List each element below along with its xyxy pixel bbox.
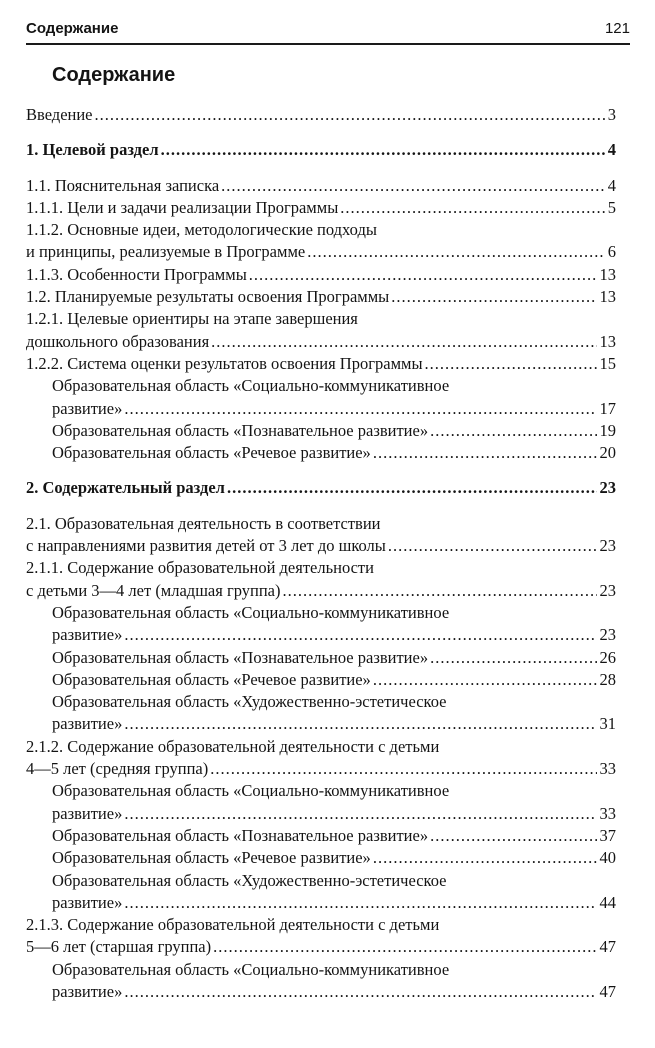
dot-leader — [373, 442, 597, 464]
toc-subentry — [26, 959, 616, 1004]
toc-entry-text: Образовательная область «Познавательное развитие» — [52, 420, 429, 440]
toc-subentry — [26, 442, 616, 464]
toc-entry-text: Образовательная область «Социально-коммуникативное — [52, 781, 450, 801]
toc-entry-page: 26 — [599, 647, 616, 667]
toc-entry-page: 4 — [607, 175, 616, 195]
dot-leader — [211, 331, 596, 353]
toc-entry-text: развитие» — [52, 398, 123, 418]
toc-entry-page: 13 — [599, 264, 616, 284]
dot-leader — [213, 936, 596, 958]
dot-leader — [210, 758, 596, 780]
toc-entry-text: развитие» — [52, 981, 123, 1001]
toc-entry-page: 23 — [599, 625, 616, 645]
dot-leader — [373, 669, 597, 691]
dot-leader — [307, 241, 605, 263]
dot-leader — [282, 580, 596, 602]
dot-leader — [124, 803, 596, 825]
toc-entry-page: 47 — [599, 981, 616, 1001]
toc-entry-page: 15 — [599, 353, 616, 373]
toc-entry-page: 19 — [599, 420, 616, 440]
toc-entry-page: 47 — [599, 937, 616, 957]
toc-section-heading — [26, 477, 616, 499]
toc-subentry — [26, 420, 616, 442]
toc-entry-text: Образовательная область «Художественно-эстетическое — [52, 692, 447, 712]
dot-leader — [227, 477, 597, 499]
toc-entry-page: 4 — [607, 140, 616, 160]
toc-entry-text: Образовательная область «Речевое развитие» — [52, 848, 371, 868]
dot-leader — [391, 286, 596, 308]
toc-entry-text: 2. Содержательный раздел — [26, 478, 225, 498]
dot-leader — [249, 264, 597, 286]
toc-subentry — [26, 647, 616, 669]
dot-leader — [373, 847, 597, 869]
table-of-contents — [26, 104, 616, 1003]
dot-leader — [430, 647, 596, 669]
running-header-title: Содержание — [26, 20, 119, 37]
toc-entry-text: Образовательная область «Познавательное развитие» — [52, 825, 429, 845]
running-header — [26, 20, 630, 42]
toc-entry-text: 1.2.1. Целевые ориентиры на этапе завершения — [26, 309, 358, 329]
toc-entry — [26, 219, 616, 264]
toc-entry-text: Образовательная область «Социально-коммуникативное — [52, 376, 450, 396]
toc-entry-page: 3 — [607, 105, 616, 124]
toc-entry-page: 33 — [599, 803, 616, 823]
toc-entry-text: 1.1.1. Цели и задачи реализации Программы — [26, 197, 339, 217]
toc-entry-text: 4—5 лет (средняя группа) — [26, 759, 209, 779]
toc-entry-page: 33 — [599, 759, 616, 779]
toc-entry-text: 2.1.3. Содержание образовательной деятельности с детьми — [26, 915, 440, 935]
dot-leader — [124, 398, 596, 420]
toc-entry-text: Образовательная область «Художественно-эстетическое — [52, 870, 447, 890]
toc-entry — [26, 308, 616, 353]
toc-entry-text: развитие» — [52, 625, 123, 645]
toc-entry-text: 1.2. Планируемые результаты освоения Программы — [26, 287, 390, 307]
toc-entry — [26, 264, 616, 286]
toc-section-heading — [26, 139, 616, 161]
dot-leader — [124, 981, 596, 1003]
toc-entry — [26, 557, 616, 602]
toc-subentry — [26, 780, 616, 825]
toc-entry-text: 1.1. Пояснительная записка — [26, 175, 220, 195]
toc-entry — [26, 736, 616, 781]
toc-entry-page: 23 — [599, 580, 616, 600]
toc-entry — [26, 914, 616, 959]
toc-entry-page: 44 — [599, 892, 616, 912]
toc-entry-text: с направлениями развития детей от 3 лет до школы — [26, 536, 386, 556]
dot-leader — [161, 139, 605, 161]
toc-entry-text: Образовательная область «Познавательное развитие» — [52, 647, 429, 667]
toc-entry-page: 40 — [599, 848, 616, 868]
toc-entry-page: 5 — [607, 197, 616, 217]
toc-entry-text: с детьми 3—4 лет (младшая группа) — [26, 580, 281, 600]
toc-subentry — [26, 602, 616, 647]
toc-entry — [26, 286, 616, 308]
toc-entry-page: 6 — [607, 242, 616, 262]
toc-entry-text: 1.2.2. Система оценки результатов освоения Программы — [26, 353, 423, 373]
dot-leader — [388, 535, 597, 557]
toc-entry-text: 5—6 лет (старшая группа) — [26, 937, 212, 957]
toc-entry — [26, 175, 616, 197]
toc-entry-page: 31 — [599, 714, 616, 734]
toc-entry-page: 17 — [599, 398, 616, 418]
toc-entry-page: 13 — [599, 287, 616, 307]
dot-leader — [430, 825, 596, 847]
dot-leader — [340, 197, 604, 219]
dot-leader — [124, 624, 596, 646]
toc-entry-page: 23 — [599, 478, 616, 498]
toc-entry-text: Образовательная область «Речевое развитие» — [52, 669, 371, 689]
toc-title: Содержание — [52, 64, 176, 86]
toc-entry-text: Образовательная область «Социально-коммуникативное — [52, 959, 450, 979]
dot-leader — [124, 713, 596, 735]
toc-entry-text: 1.1.3. Особенности Программы — [26, 264, 247, 284]
toc-entry — [26, 197, 616, 219]
dot-leader — [425, 353, 597, 375]
toc-entry-text: развитие» — [52, 714, 123, 734]
toc-entry-page: 37 — [599, 825, 616, 845]
toc-subentry — [26, 870, 616, 915]
toc-entry-page: 23 — [599, 536, 616, 556]
toc-entry-text: 2.1.1. Содержание образовательной деятельности — [26, 558, 374, 578]
toc-subentry — [26, 691, 616, 736]
header-rule — [26, 43, 630, 45]
toc-subentry — [26, 825, 616, 847]
toc-subentry — [26, 669, 616, 691]
toc-entry-text: 2.1. Образовательная деятельность в соответствии — [26, 513, 381, 533]
toc-entry-text: развитие» — [52, 803, 123, 823]
toc-entry-text: дошкольного образования — [26, 331, 210, 351]
toc-entry-page: 13 — [599, 331, 616, 351]
toc-subentry — [26, 375, 616, 420]
toc-entry-text: и принципы, реализуемые в Программе — [26, 242, 306, 262]
toc-subentry — [26, 847, 616, 869]
toc-entry-text: 2.1.2. Содержание образовательной деятельности с детьми — [26, 736, 440, 756]
toc-entry-text: Введение — [26, 105, 93, 124]
page-number: 121 — [604, 20, 630, 37]
dot-leader — [430, 420, 596, 442]
dot-leader — [124, 892, 596, 914]
toc-entry — [26, 513, 616, 558]
toc-entry — [26, 353, 616, 375]
toc-entry-text: Образовательная область «Социально-коммуникативное — [52, 602, 450, 622]
toc-entry-page: 20 — [599, 443, 616, 463]
toc-entry-page: 28 — [599, 669, 616, 689]
toc-entry — [26, 104, 616, 126]
toc-entry-text: 1. Целевой раздел — [26, 140, 159, 160]
dot-leader — [221, 175, 605, 197]
toc-entry-text: Образовательная область «Речевое развитие» — [52, 443, 371, 463]
toc-entry-text: 1.1.2. Основные идеи, методологические подходы — [26, 220, 377, 240]
dot-leader — [95, 104, 605, 126]
toc-entry-text: развитие» — [52, 892, 123, 912]
